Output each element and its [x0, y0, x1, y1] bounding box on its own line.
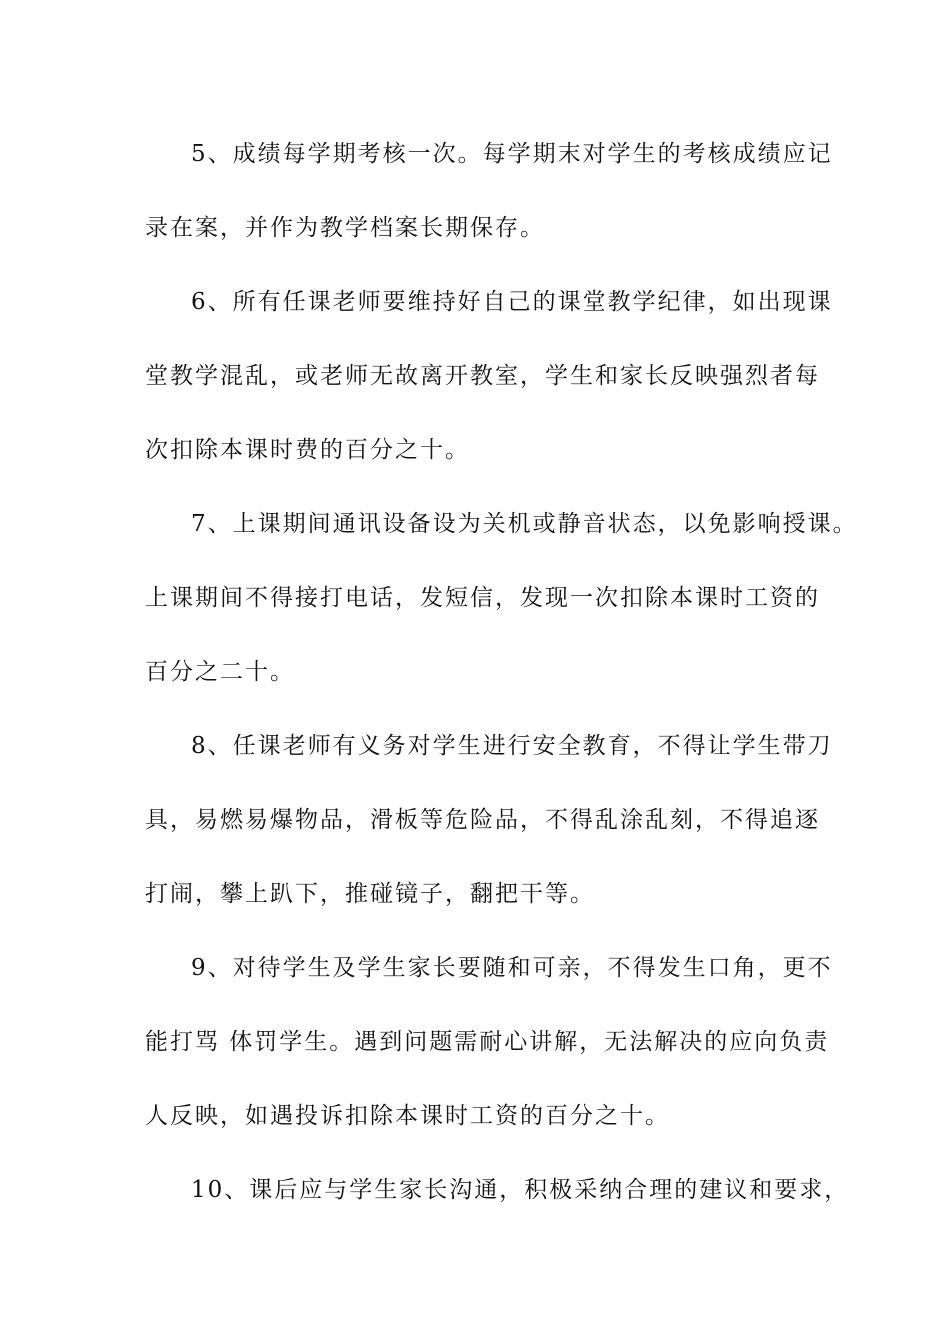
paragraph-line: 百分之二十。: [145, 659, 295, 685]
paragraph-line: 7、上课期间通讯设备设为关机或静音状态，以免影响授课。: [191, 511, 858, 537]
paragraph-item-7: [145, 496, 858, 718]
paragraph-line: 6、所有任课老师要维持好自己的课堂教学纪律，如出现课: [191, 289, 833, 315]
paragraph-line: 堂教学混乱，或老师无故离开教室，学生和家长反映强烈者每: [145, 363, 820, 389]
paragraph-line: 9、对待学生及学生家长要随和可亲，不得发生口角，更不: [191, 955, 833, 981]
paragraph-line: 录在案，并作为教学档案长期保存。: [145, 215, 545, 241]
paragraph-line: 5、成绩每学期考核一次。每学期末对学生的考核成绩应记: [191, 141, 833, 167]
paragraph-item-5: [145, 126, 833, 274]
paragraph-line: 能打骂 体罚学生。遇到问题需耐心讲解，无法解决的应向负责: [145, 1029, 830, 1055]
paragraph-item-10: [145, 1162, 850, 1236]
paragraph-item-8: [145, 718, 833, 940]
document-body: [145, 126, 858, 1236]
paragraph-line: 次扣除本课时费的百分之十。: [145, 437, 470, 463]
paragraph-line: 打闹，攀上趴下，推碰镜子，翻把干等。: [145, 881, 595, 907]
paragraph-line: 上课期间不得接打电话，发短信，发现一次扣除本课时工资的: [145, 585, 820, 611]
paragraph-line: 具，易燃易爆物品，滑板等危险品，不得乱涂乱刻，不得追逐: [145, 807, 820, 833]
paragraph-line: 8、任课老师有义务对学生进行安全教育，不得让学生带刀: [191, 733, 833, 759]
paragraph-line: 人反映，如遇投诉扣除本课时工资的百分之十。: [145, 1103, 670, 1129]
paragraph-item-6: [145, 274, 833, 496]
paragraph-item-9: [145, 940, 833, 1162]
paragraph-line: 10、课后应与学生家长沟通，积极采纳合理的建议和要求，: [191, 1177, 850, 1203]
